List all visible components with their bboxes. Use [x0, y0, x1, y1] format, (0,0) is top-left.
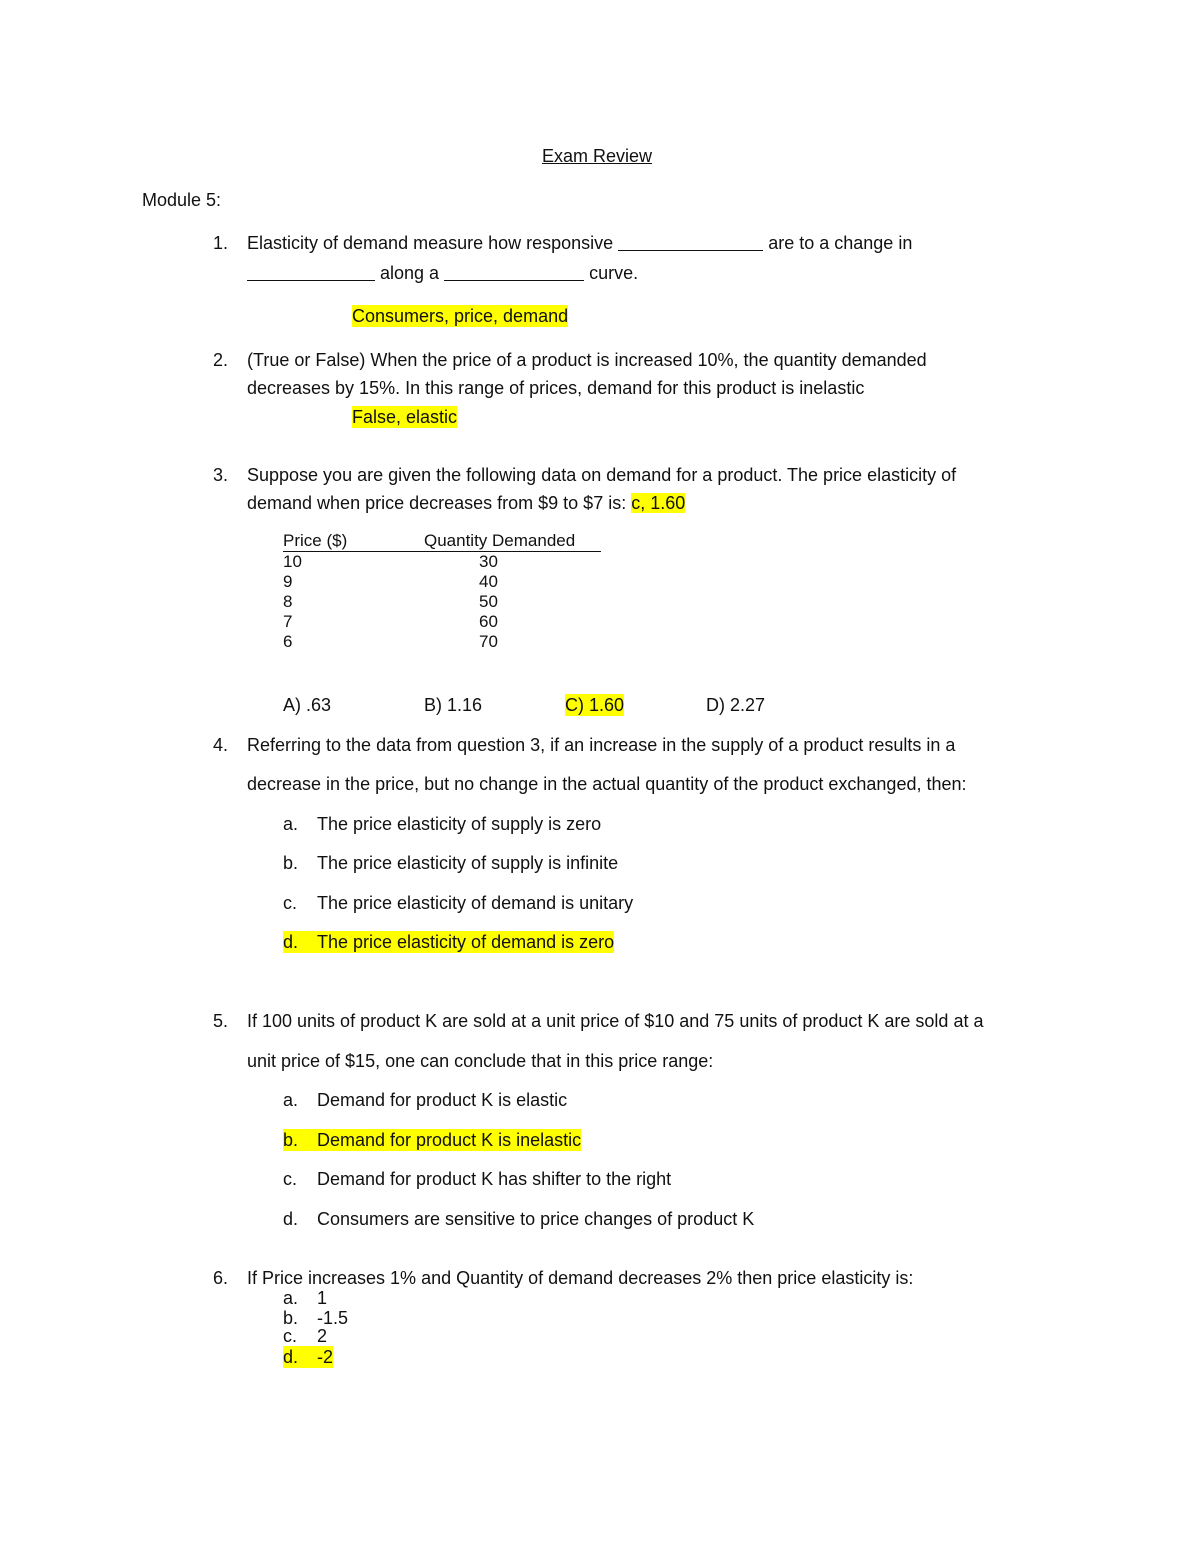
q3-option-d: D) 2.27 — [706, 695, 766, 715]
table-row — [283, 572, 603, 592]
option-text: Consumers are sensitive to price changes of product K — [317, 1209, 755, 1229]
q1-line1 — [247, 232, 912, 254]
cell-price: 7 — [283, 612, 293, 631]
cell-price: 9 — [283, 572, 293, 591]
q4-option-c — [283, 892, 633, 914]
q5-number: 5. — [213, 1011, 229, 1031]
header-price: Price ($) — [283, 531, 348, 550]
q6-option-d — [283, 1346, 333, 1368]
q1-text-a: Elasticity of demand measure how responsive — [247, 233, 614, 253]
q1-answer: Consumers, price, demand — [352, 306, 569, 326]
cell-price: 8 — [283, 592, 293, 611]
q6-number: 6. — [213, 1268, 229, 1288]
demand-table — [283, 531, 603, 652]
option-letter: d. — [283, 1347, 299, 1367]
q4-line1: Referring to the data from question 3, if an increase in the supply of a product results in a — [247, 735, 956, 755]
header-quantity: Quantity Demanded — [424, 531, 576, 550]
q1-text-b: are to a change in — [768, 233, 913, 253]
option-text: 2 — [317, 1328, 328, 1342]
q5-option-a — [283, 1089, 567, 1111]
q2-answer: False, elastic — [352, 407, 458, 427]
option-letter: c. — [283, 1328, 298, 1342]
q1-blank-2 — [247, 264, 375, 281]
q4-option-a — [283, 813, 601, 835]
cell-quantity: 30 — [479, 552, 498, 571]
q5-option-d — [283, 1208, 754, 1230]
cell-quantity: 50 — [479, 592, 498, 611]
option-text: -1.5 — [317, 1308, 349, 1328]
q5-line2: unit price of $15, one can conclude that in this price range: — [247, 1051, 714, 1071]
option-letter: d. — [283, 1209, 299, 1229]
q5-option-c — [283, 1168, 671, 1190]
q3-answer: c, 1.60 — [631, 493, 686, 513]
option-text: -2 — [317, 1347, 334, 1367]
q5-line1: If 100 units of product K are sold at a unit price of $10 and 75 units of product K are sold at a — [247, 1011, 984, 1031]
table-row — [283, 632, 603, 652]
cell-quantity: 70 — [479, 632, 498, 651]
q5-option-b — [283, 1129, 581, 1151]
option-letter: d. — [283, 932, 299, 952]
cell-price: 10 — [283, 552, 302, 571]
option-text: 1 — [317, 1288, 328, 1308]
q6-option-a — [283, 1288, 327, 1308]
option-text: The price elasticity of supply is zero — [317, 814, 602, 834]
option-text: Demand for product K is inelastic — [317, 1130, 582, 1150]
q1-blank-1 — [618, 234, 763, 251]
table-row — [283, 552, 603, 572]
q2-line2: decreases by 15%. In this range of prices, demand for this product is inelastic — [247, 378, 865, 398]
q3-line1: Suppose you are given the following data on demand for a product. The price elasticity of — [247, 465, 957, 485]
q3-option-c: C) 1.60 — [565, 695, 625, 715]
module-heading: Module 5: — [142, 190, 222, 210]
q6-option-b — [283, 1308, 348, 1328]
q3-number: 3. — [213, 465, 229, 485]
q1-text-d: curve. — [589, 263, 639, 283]
option-text: The price elasticity of demand is zero — [317, 932, 615, 952]
option-text: Demand for product K is elastic — [317, 1090, 568, 1110]
option-text: Demand for product K has shifter to the right — [317, 1169, 672, 1189]
q4-line2: decrease in the price, but no change in the actual quantity of the product exchanged, then: — [247, 774, 967, 794]
cell-price: 6 — [283, 632, 293, 651]
cell-quantity: 40 — [479, 572, 498, 591]
q2-line1: (True or False) When the price of a product is increased 10%, the quantity demanded — [247, 350, 927, 370]
option-letter: c. — [283, 893, 298, 913]
option-letter: a. — [283, 1288, 299, 1308]
page-title: Exam Review — [542, 146, 653, 166]
q3-line2 — [247, 492, 685, 514]
q1-number: 1. — [213, 233, 229, 253]
table-row — [283, 612, 603, 632]
q6-option-c — [283, 1328, 327, 1342]
table-header — [283, 531, 601, 552]
table-row — [283, 592, 603, 612]
q1-line2 — [247, 262, 638, 284]
q4-option-b — [283, 852, 618, 874]
option-text: The price elasticity of supply is infinite — [317, 853, 619, 873]
option-text: The price elasticity of demand is unitary — [317, 893, 634, 913]
q6-line1: If Price increases 1% and Quantity of demand decreases 2% then price elasticity is: — [247, 1268, 914, 1288]
option-letter: a. — [283, 814, 299, 834]
q1-text-c: along a — [380, 263, 440, 283]
option-letter: b. — [283, 1308, 299, 1328]
q4-option-d — [283, 931, 614, 953]
option-letter: b. — [283, 1130, 299, 1150]
option-letter: b. — [283, 853, 299, 873]
cell-quantity: 60 — [479, 612, 498, 631]
q1-blank-3 — [444, 264, 584, 281]
option-letter: c. — [283, 1169, 298, 1189]
q3-option-a: A) .63 — [283, 695, 332, 715]
q4-number: 4. — [213, 735, 229, 755]
option-letter: a. — [283, 1090, 299, 1110]
q2-number: 2. — [213, 350, 229, 370]
q3-option-b: B) 1.16 — [424, 695, 483, 715]
q3-line2-text: demand when price decreases from $9 to $7 is: — [247, 493, 627, 513]
